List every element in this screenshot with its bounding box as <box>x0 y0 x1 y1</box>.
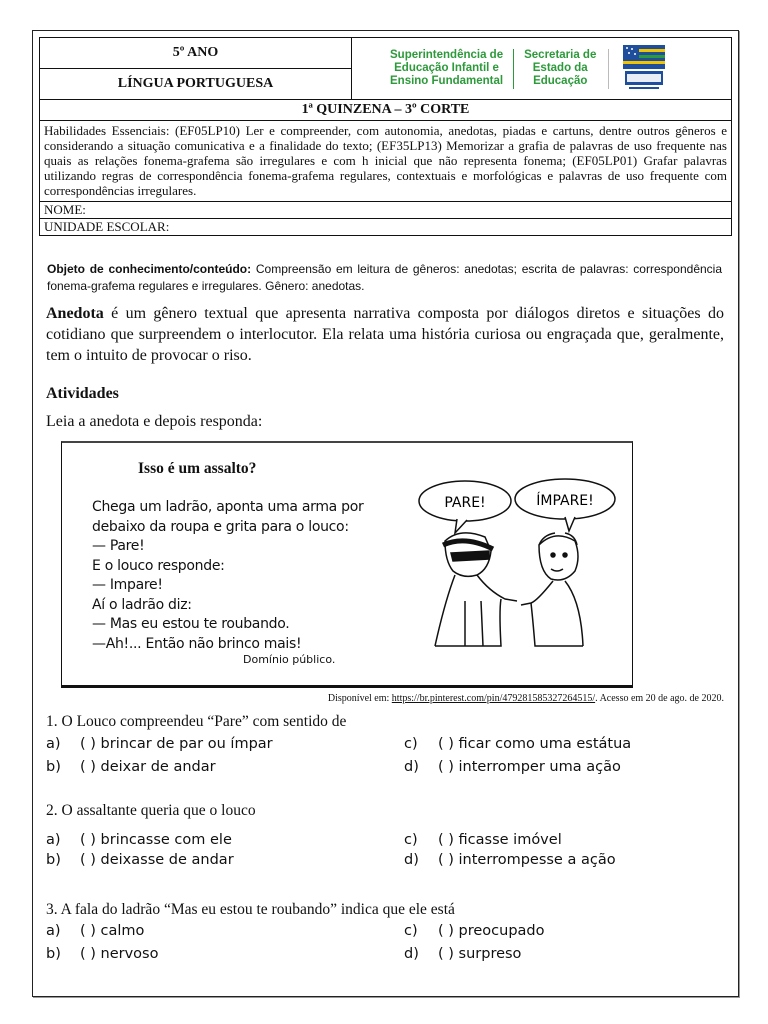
goias-flag-logo-icon <box>623 45 665 93</box>
knowledge-object-paragraph <box>47 261 722 295</box>
source-link[interactable]: https://br.pinterest.com/pin/479281585327264515/ <box>391 693 596 704</box>
comic-source: Domínio público. <box>243 653 336 666</box>
logo-divider-2 <box>608 49 609 89</box>
comic-line: — Impare! <box>92 577 163 593</box>
school-field-label: UNIDADE ESCOLAR: <box>44 219 170 234</box>
question-1-options <box>46 736 716 782</box>
skills-text: Habilidades Essenciais: (EF05LP10) Ler e compreender, com autonomia, anedotas, piadas e cartuns, dentre outros gêneros e considerando a situação comunicativa e a finalidade do texto; (EF35LP13) Memorizar a grafia de palavras de uso frequente nas quais as relações fonema-grafema são irregulares e com h inicial que não representa fonema; (EF05LP01) Grafar palavras utilizando regras de correspondência fonema-grafema regulares, contextuais e morfológicas e palavras de uso frequente com correspondências irregulares. <box>40 121 731 202</box>
option-1b[interactable]: b) ( ) deixar de andar <box>46 759 216 775</box>
activities-heading: Atividades <box>46 385 119 402</box>
comic-line: — Pare! <box>92 538 145 554</box>
option-3b[interactable]: b) ( ) nervoso <box>46 946 159 962</box>
availability-suffix: . Acesso em 20 de ago. de 2020. <box>595 693 724 704</box>
comic-title: Isso é um assalto? <box>138 460 257 477</box>
madman-figure <box>521 533 583 646</box>
worksheet-page <box>32 30 739 997</box>
option-1d[interactable]: d) ( ) interromper uma ação <box>404 759 621 775</box>
knowledge-object-text: Compreensão em leitura de gêneros: anedotas; escrita de palavras: correspondência fonema-grafema regulares e irregulares. Gênero: anedotas. <box>47 262 723 293</box>
option-1c[interactable]: c) ( ) ficar como uma estátua <box>404 736 632 752</box>
anedota-text: é um gênero textual que apresenta narrativa composta por diálogos diretos e situações do cotidiano que surpreendem o interlocutor. Ela relata uma história curiosa ou engraçada que, geralmente, tem o intuito de provocar o riso. <box>46 305 724 364</box>
availability-prefix: Disponível em: <box>327 693 392 704</box>
grade-label: 5º ANO <box>40 38 351 69</box>
period-label: 1ª QUINZENA – 3º CORTE <box>40 100 731 121</box>
bubble-right-text: ÍMPARE! <box>536 493 594 509</box>
comic-line: E o louco responde: <box>92 557 225 574</box>
comic-line: Chega um ladrão, aponta uma arma por <box>92 499 364 515</box>
anedota-term: Anedota <box>46 305 104 322</box>
option-2c[interactable]: c) ( ) ficasse imóvel <box>404 832 562 848</box>
question-2-options <box>46 832 716 875</box>
comic-illustration <box>405 471 625 651</box>
option-1a[interactable]: a) ( ) brincar de par ou ímpar <box>46 736 273 752</box>
instruction-text: Leia a anedota e depois responda: <box>46 413 263 430</box>
comic-line: — Mas eu estou te roubando. <box>92 616 290 632</box>
option-2b[interactable]: b) ( ) deixasse de andar <box>46 852 234 868</box>
comic-line: Aí o ladrão diz: <box>92 596 192 613</box>
thief-figure <box>435 533 517 646</box>
option-3d[interactable]: d) ( ) surpreso <box>404 946 522 962</box>
name-field-label: NOME: <box>40 202 731 219</box>
logo-divider <box>513 49 514 89</box>
secretaria-logo-text: Secretaria de Estado da Educação <box>524 49 597 87</box>
header-table <box>39 37 732 236</box>
bubble-left-text: PARE! <box>444 495 486 511</box>
knowledge-object-label: Objeto de conhecimento/conteúdo: <box>47 262 252 276</box>
logo-area <box>352 38 731 99</box>
superintendencia-logo-text: Superintendência de Educação Infantil e Ensino Fundamental <box>390 49 504 87</box>
option-2a[interactable]: a) ( ) brincasse com ele <box>46 832 232 848</box>
anedota-definition <box>46 303 724 366</box>
question-3-options <box>46 923 716 969</box>
availability-note <box>328 693 724 704</box>
option-3c[interactable]: c) ( ) preocupado <box>404 923 545 939</box>
comic-box <box>61 441 633 688</box>
option-3a[interactable]: a) ( ) calmo <box>46 923 145 939</box>
question-1: 1. O Louco compreendeu “Pare” com sentido de <box>46 713 347 730</box>
comic-line: debaixo da roupa e grita para o louco: <box>92 518 349 535</box>
subject-label: LÍNGUA PORTUGUESA <box>117 76 274 91</box>
question-2: 2. O assaltante queria que o louco <box>46 802 256 819</box>
question-3: 3. A fala do ladrão “Mas eu estou te roubando” indica que ele está <box>46 901 455 918</box>
option-2d[interactable]: d) ( ) interrompesse a ação <box>404 852 616 868</box>
comic-joke-text <box>92 498 363 654</box>
comic-line: —Ah!... Então não brinco mais! <box>92 635 302 652</box>
